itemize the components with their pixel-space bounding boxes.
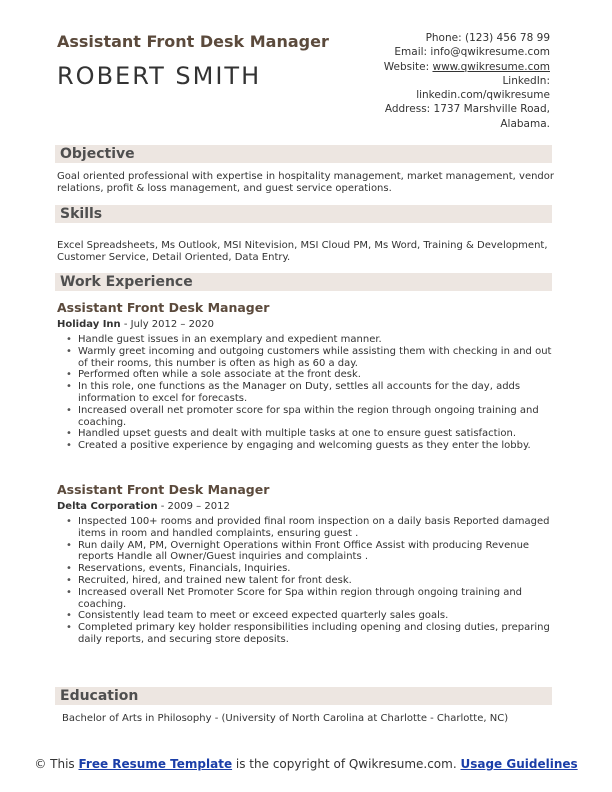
job-1-company-line: [57, 319, 214, 330]
free-resume-template-link[interactable]: Free Resume Template: [78, 757, 233, 771]
objective-text: Goal oriented professional with expertise in hospitality management, market management, vendor relations, profit & loss management, and guest service operations.: [57, 171, 555, 194]
candidate-name: ROBERT SMITH: [57, 62, 262, 90]
website-link[interactable]: www.qwikresume.com: [432, 60, 550, 73]
list-item: • Inspected 100+ rooms and provided final room inspection on a daily basis Reported damaged items in room and handled complaints, ensuring guest .: [66, 516, 556, 540]
website-label: Website:: [383, 60, 430, 73]
list-item: • Recruited, hired, and trained new talent for front desk.: [66, 575, 556, 587]
job-2-company-line: [57, 501, 230, 512]
email-value: info@qwikresume.com: [430, 46, 550, 59]
phone-value: (123) 456 78 99: [464, 32, 550, 44]
skills-heading: Skills: [60, 206, 103, 222]
address-line1: 1737 Marshville Road,: [433, 103, 550, 116]
contact-linkedin-label: LinkedIn:: [502, 74, 550, 87]
list-item: • Performed often while a sole associate at the front desk.: [66, 369, 556, 381]
education-section-bar: [55, 687, 552, 705]
email-label: Email:: [394, 46, 428, 59]
skills-text: Excel Spreadsheets, Ms Outlook, MSI Nitevision, MSI Cloud PM, Ms Word, Training & Development, Customer Service, Detail Oriented, Data Entry.: [57, 240, 548, 263]
contact-phone: [384, 31, 550, 45]
footer-middle: is the copyright of Qwikresume.com.: [232, 757, 461, 771]
list-item: • Run daily AM, PM, Overnight Operations within Front Office Assist with producing Revenue reports Handle all Owner/Guest inquiries and complaints .: [66, 540, 556, 564]
header-job-title: Assistant Front Desk Manager: [57, 32, 329, 51]
job-1-title: Assistant Front Desk Manager: [57, 300, 270, 315]
job-1-company: Holiday Inn: [57, 319, 121, 330]
list-item: • Consistently lead team to meet or exceed expected quarterly sales goals.: [66, 610, 556, 622]
work-heading: Work Experience: [60, 274, 193, 290]
list-item: • Completed primary key holder responsibilities including opening and closing duties, preparing daily reports, and securing store deposits.: [66, 622, 556, 646]
list-item: • Reservations, events, Financials, Inquiries.: [66, 563, 556, 575]
job-1-bullets: [66, 334, 556, 452]
contact-block: [384, 31, 550, 131]
job-1-dates: - July 2012 – 2020: [120, 319, 215, 330]
phone-label: Phone:: [425, 32, 462, 44]
footer: [0, 757, 612, 771]
usage-guidelines-link[interactable]: Usage Guidelines: [460, 757, 578, 771]
objective-section-bar: [55, 145, 552, 163]
list-item: • Increased overall net promoter score for spa within the region through ongoing training and coaching.: [66, 405, 556, 429]
list-item: • Increased overall Net Promoter Score for Spa within region through ongoing training and coaching.: [66, 587, 556, 611]
education-heading: Education: [60, 688, 139, 704]
list-item: • In this role, one functions as the Manager on Duty, settles all accounts for the day, adds information to excel for forecasts.: [66, 381, 556, 405]
job-2-company: Delta Corporation: [57, 501, 158, 512]
list-item: • Handled upset guests and dealt with multiple tasks at one to ensure guest satisfaction.: [66, 428, 556, 440]
contact-email: [384, 45, 550, 59]
skills-section-bar: [55, 205, 552, 223]
contact-website: [384, 60, 550, 74]
list-item: • Warmly greet incoming and outgoing customers while assisting them with checking in and out of their rooms, this number is often as high as 60 a day.: [66, 346, 556, 370]
education-text: Bachelor of Arts in Philosophy - (University of North Carolina at Charlotte - Charlotte, NC): [62, 713, 509, 724]
work-section-bar: [55, 273, 552, 291]
job-2-title: Assistant Front Desk Manager: [57, 482, 270, 497]
address-label: Address:: [384, 103, 431, 116]
objective-heading: Objective: [60, 146, 135, 162]
contact-linkedin-value: linkedin.com/qwikresume: [416, 89, 550, 102]
footer-prefix: © This: [34, 757, 79, 771]
job-2-bullets: [66, 516, 556, 646]
contact-address: [384, 102, 550, 116]
job-2-dates: - 2009 – 2012: [157, 501, 230, 512]
list-item: • Created a positive experience by engaging and welcoming guests as they enter the lobby.: [66, 440, 556, 452]
list-item: • Handle guest issues in an exemplary and expedient manner.: [66, 334, 556, 346]
contact-address-line2: Alabama.: [500, 117, 550, 130]
